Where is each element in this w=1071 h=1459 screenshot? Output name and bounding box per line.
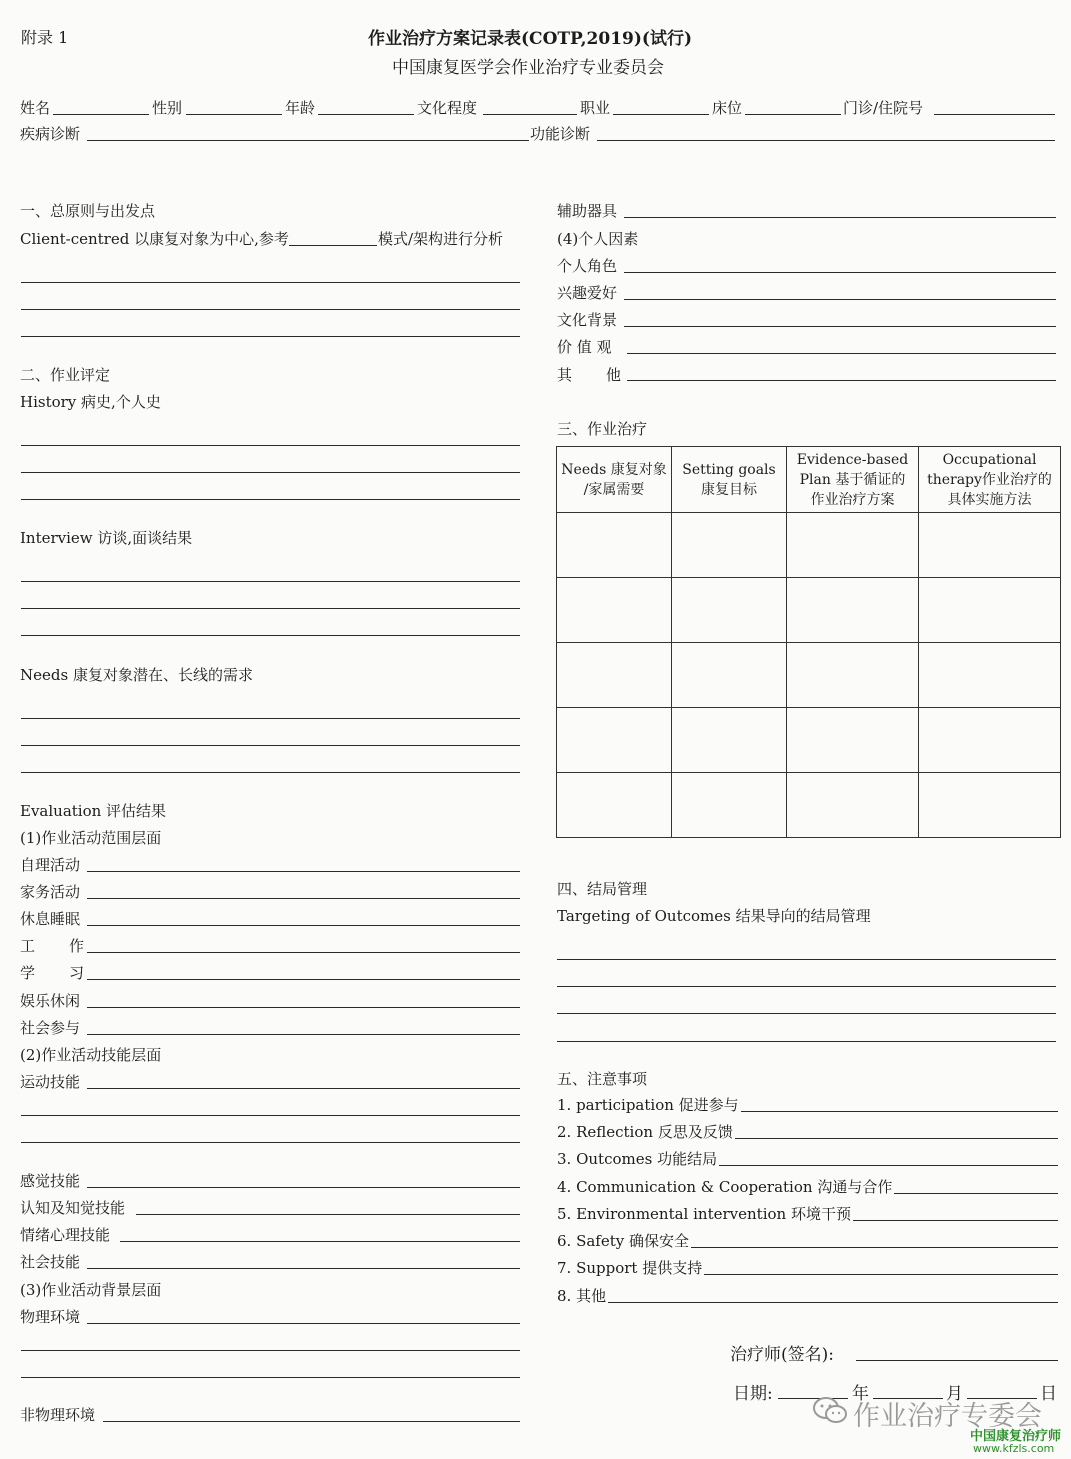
table-cell[interactable]: [787, 578, 919, 643]
header-methods: Occupational therapy作业治疗的 具体实施方法: [919, 447, 1061, 513]
bed-label: 床位: [712, 99, 743, 117]
study-label-b: 习: [69, 964, 85, 982]
leisure-label: 娱乐休闲: [20, 992, 81, 1010]
table-cell[interactable]: [557, 773, 672, 838]
note-item: [557, 1203, 1058, 1224]
rest-field[interactable]: [87, 925, 520, 926]
sensory-skill-field[interactable]: [87, 1187, 520, 1188]
history-line-1[interactable]: [21, 445, 520, 446]
note-field[interactable]: [608, 1302, 1058, 1303]
table-header-row: [557, 447, 1061, 513]
job-label: 职业: [580, 99, 611, 117]
organization-name: 中国康复医学会作业治疗专业委员会: [392, 58, 664, 78]
physical-env-line-3[interactable]: [21, 1377, 520, 1378]
self-care-field[interactable]: [87, 871, 520, 872]
outcomes-text: Targeting of Outcomes 结果导向的结局管理: [557, 907, 871, 925]
header-evidence-plan: Evidence-based Plan 基于循证的 作业治疗方案: [787, 447, 919, 513]
header-needs: Needs 康复对象 /家属需要: [557, 447, 672, 513]
note-field[interactable]: [691, 1247, 1058, 1248]
table-row: [557, 513, 1061, 578]
wechat-icon: [812, 1396, 848, 1426]
hobby-label: 兴趣爱好: [557, 284, 618, 302]
motor-line-2[interactable]: [21, 1115, 520, 1116]
table-row: [557, 578, 1061, 643]
personal-factors-label: (4)个人因素: [557, 230, 639, 248]
appendix-label: 附录 1: [21, 28, 69, 47]
education-label: 文化程度: [417, 99, 478, 117]
study-label-a: 学: [20, 964, 36, 982]
work-label-a: 工: [20, 937, 36, 955]
form-title: 作业治疗方案记录表(COTP,2019)(试行): [368, 29, 692, 49]
s1-text-a: Client-centred 以康复对象为中心,参考: [20, 230, 289, 248]
note-item: [557, 1230, 1058, 1251]
social-skill-field[interactable]: [87, 1268, 520, 1269]
table-cell[interactable]: [557, 643, 672, 708]
aids-label: 辅助器具: [557, 202, 618, 220]
note-label: 1. participation 促进参与: [557, 1096, 739, 1114]
bed-field[interactable]: [745, 114, 841, 115]
nonphysical-env-field[interactable]: [103, 1421, 520, 1422]
table-cell[interactable]: [919, 513, 1061, 578]
culture-field[interactable]: [624, 326, 1056, 327]
table-cell[interactable]: [672, 773, 787, 838]
values-field[interactable]: [627, 353, 1056, 354]
social-skill-label: 社会技能: [20, 1253, 81, 1271]
year-label: 年: [852, 1384, 869, 1404]
table-cell[interactable]: [672, 643, 787, 708]
date-label: 日期:: [733, 1384, 773, 1404]
table-cell[interactable]: [557, 513, 672, 578]
note-label: 4. Communication & Cooperation 沟通与合作: [557, 1178, 893, 1196]
note-field[interactable]: [735, 1138, 1058, 1139]
table-cell[interactable]: [919, 708, 1061, 773]
age-field[interactable]: [318, 114, 414, 115]
clinic-field[interactable]: [934, 114, 1055, 115]
section-1-title: 一、总原则与出发点: [20, 202, 156, 220]
name-field[interactable]: [53, 114, 149, 115]
interview-line-2[interactable]: [21, 608, 520, 609]
therapist-signature-field[interactable]: [856, 1360, 1058, 1361]
work-field[interactable]: [87, 952, 520, 953]
table-row: [557, 643, 1061, 708]
watermark-text: 作业治疗专委会: [853, 1401, 1042, 1432]
table-cell[interactable]: [787, 773, 919, 838]
work-label-b: 作: [69, 937, 85, 955]
needs-line-1[interactable]: [21, 718, 520, 719]
nonphysical-env-label: 非物理环境: [20, 1406, 96, 1424]
table-cell[interactable]: [919, 773, 1061, 838]
table-cell[interactable]: [672, 708, 787, 773]
note-item: [557, 1121, 1058, 1142]
note-field[interactable]: [719, 1165, 1058, 1166]
disease-diagnosis-label: 疾病诊断: [20, 125, 81, 143]
physical-env-field[interactable]: [87, 1323, 520, 1324]
motor-skill-label: 运动技能: [20, 1073, 81, 1091]
section-5-title: 五、注意事项: [557, 1070, 648, 1088]
site-name: 中国康复治疗师: [970, 1429, 1062, 1444]
needs-line-3[interactable]: [21, 772, 520, 773]
self-care-label: 自理活动: [20, 856, 81, 874]
history-line-2[interactable]: [21, 472, 520, 473]
disease-diagnosis-field[interactable]: [87, 140, 529, 141]
note-field[interactable]: [853, 1220, 1058, 1221]
eval-3-label: (3)作业活动背景层面: [20, 1281, 162, 1299]
s1-text-b: 模式/架构进行分析: [378, 230, 504, 248]
section-3-title: 三、作业治疗: [557, 420, 648, 438]
note-label: 3. Outcomes 功能结局: [557, 1150, 718, 1168]
table-cell[interactable]: [672, 578, 787, 643]
physical-env-label: 物理环境: [20, 1308, 81, 1326]
note-label: 6. Safety 确保安全: [557, 1232, 689, 1250]
emotional-skill-label: 情绪心理技能: [20, 1226, 111, 1244]
note-label: 8. 其他: [557, 1287, 607, 1305]
clinic-label: 门诊/住院号: [843, 99, 924, 117]
note-field[interactable]: [894, 1193, 1058, 1194]
culture-label: 文化背景: [557, 311, 618, 329]
sex-label: 性别: [152, 99, 183, 117]
job-field[interactable]: [613, 114, 709, 115]
table-row: [557, 708, 1061, 773]
cognitive-skill-label: 认知及知觉技能: [20, 1199, 126, 1217]
outcomes-line-3[interactable]: [557, 1013, 1056, 1014]
education-field[interactable]: [483, 114, 577, 115]
aids-field[interactable]: [624, 217, 1056, 218]
sex-field[interactable]: [186, 114, 282, 115]
outcomes-line-1[interactable]: [557, 959, 1056, 960]
emotional-skill-field[interactable]: [120, 1241, 520, 1242]
table-cell[interactable]: [787, 708, 919, 773]
eval-2-label: (2)作业活动技能层面: [20, 1046, 162, 1064]
note-item: [557, 1148, 1058, 1169]
age-label: 年龄: [285, 99, 316, 117]
hobby-field[interactable]: [624, 299, 1056, 300]
housework-label: 家务活动: [20, 883, 81, 901]
eval-1-label: (1)作业活动范围层面: [20, 829, 162, 847]
note-item: [557, 1285, 1058, 1306]
note-item: [557, 1176, 1058, 1197]
outcomes-line-4[interactable]: [557, 1041, 1056, 1042]
site-url: www.kfzls.com: [973, 1442, 1055, 1455]
table-cell[interactable]: [919, 643, 1061, 708]
note-field[interactable]: [741, 1111, 1058, 1112]
study-field[interactable]: [87, 979, 520, 980]
history-label: History 病史,个人史: [20, 393, 161, 411]
header-goals: Setting goals 康复目标: [672, 447, 787, 513]
other-field[interactable]: [627, 380, 1056, 381]
section-4-title: 四、结局管理: [557, 880, 648, 898]
table-cell[interactable]: [672, 513, 787, 578]
values-label: 价 值 观: [557, 338, 612, 356]
needs-line-2[interactable]: [21, 745, 520, 746]
physical-env-line-2[interactable]: [21, 1350, 520, 1351]
function-diagnosis-field[interactable]: [597, 140, 1055, 141]
motor-skill-field[interactable]: [87, 1088, 520, 1089]
note-item: [557, 1257, 1058, 1278]
day-label: 日: [1040, 1384, 1057, 1404]
motor-line-3[interactable]: [21, 1142, 520, 1143]
month-label: 月: [946, 1384, 963, 1404]
model-reference-field[interactable]: [289, 245, 377, 246]
note-item: [557, 1094, 1058, 1115]
table-cell[interactable]: [919, 578, 1061, 643]
interview-label: Interview 访谈,面谈结果: [20, 529, 193, 547]
note-label: 5. Environmental intervention 环境干预: [557, 1205, 851, 1223]
history-line-3[interactable]: [21, 499, 520, 500]
table-cell[interactable]: [787, 643, 919, 708]
therapist-signature-label: 治疗师(签名):: [730, 1345, 834, 1365]
needs-label: Needs 康复对象潜在、长线的需求: [20, 666, 253, 684]
treatment-plan-table: [556, 446, 1061, 838]
note-label: 7. Support 提供支持: [557, 1259, 703, 1277]
social-participation-field[interactable]: [87, 1034, 520, 1035]
table-cell[interactable]: [557, 578, 672, 643]
s1-line-3[interactable]: [21, 336, 520, 337]
table-row: [557, 773, 1061, 838]
cognitive-skill-field[interactable]: [136, 1214, 520, 1215]
note-label: 2. Reflection 反思及反馈: [557, 1123, 733, 1141]
section-2-title: 二、作业评定: [20, 366, 111, 384]
outcomes-line-2[interactable]: [557, 986, 1056, 987]
name-label: 姓名: [20, 99, 51, 117]
role-label: 个人角色: [557, 257, 618, 275]
other-label-b: 他: [606, 366, 622, 384]
rest-label: 休息睡眠: [20, 910, 81, 928]
s1-line-2[interactable]: [21, 309, 520, 310]
s1-line-1[interactable]: [21, 282, 520, 283]
sensory-skill-label: 感觉技能: [20, 1172, 81, 1190]
role-field[interactable]: [624, 272, 1056, 273]
table-cell[interactable]: [557, 708, 672, 773]
note-field[interactable]: [704, 1274, 1058, 1275]
interview-line-1[interactable]: [21, 581, 520, 582]
table-cell[interactable]: [787, 513, 919, 578]
leisure-field[interactable]: [87, 1007, 520, 1008]
social-participation-label: 社会参与: [20, 1019, 81, 1037]
evaluation-label: Evaluation 评估结果: [20, 802, 167, 820]
function-diagnosis-label: 功能诊断: [530, 125, 591, 143]
housework-field[interactable]: [87, 898, 520, 899]
other-label-a: 其: [557, 366, 573, 384]
interview-line-3[interactable]: [21, 635, 520, 636]
